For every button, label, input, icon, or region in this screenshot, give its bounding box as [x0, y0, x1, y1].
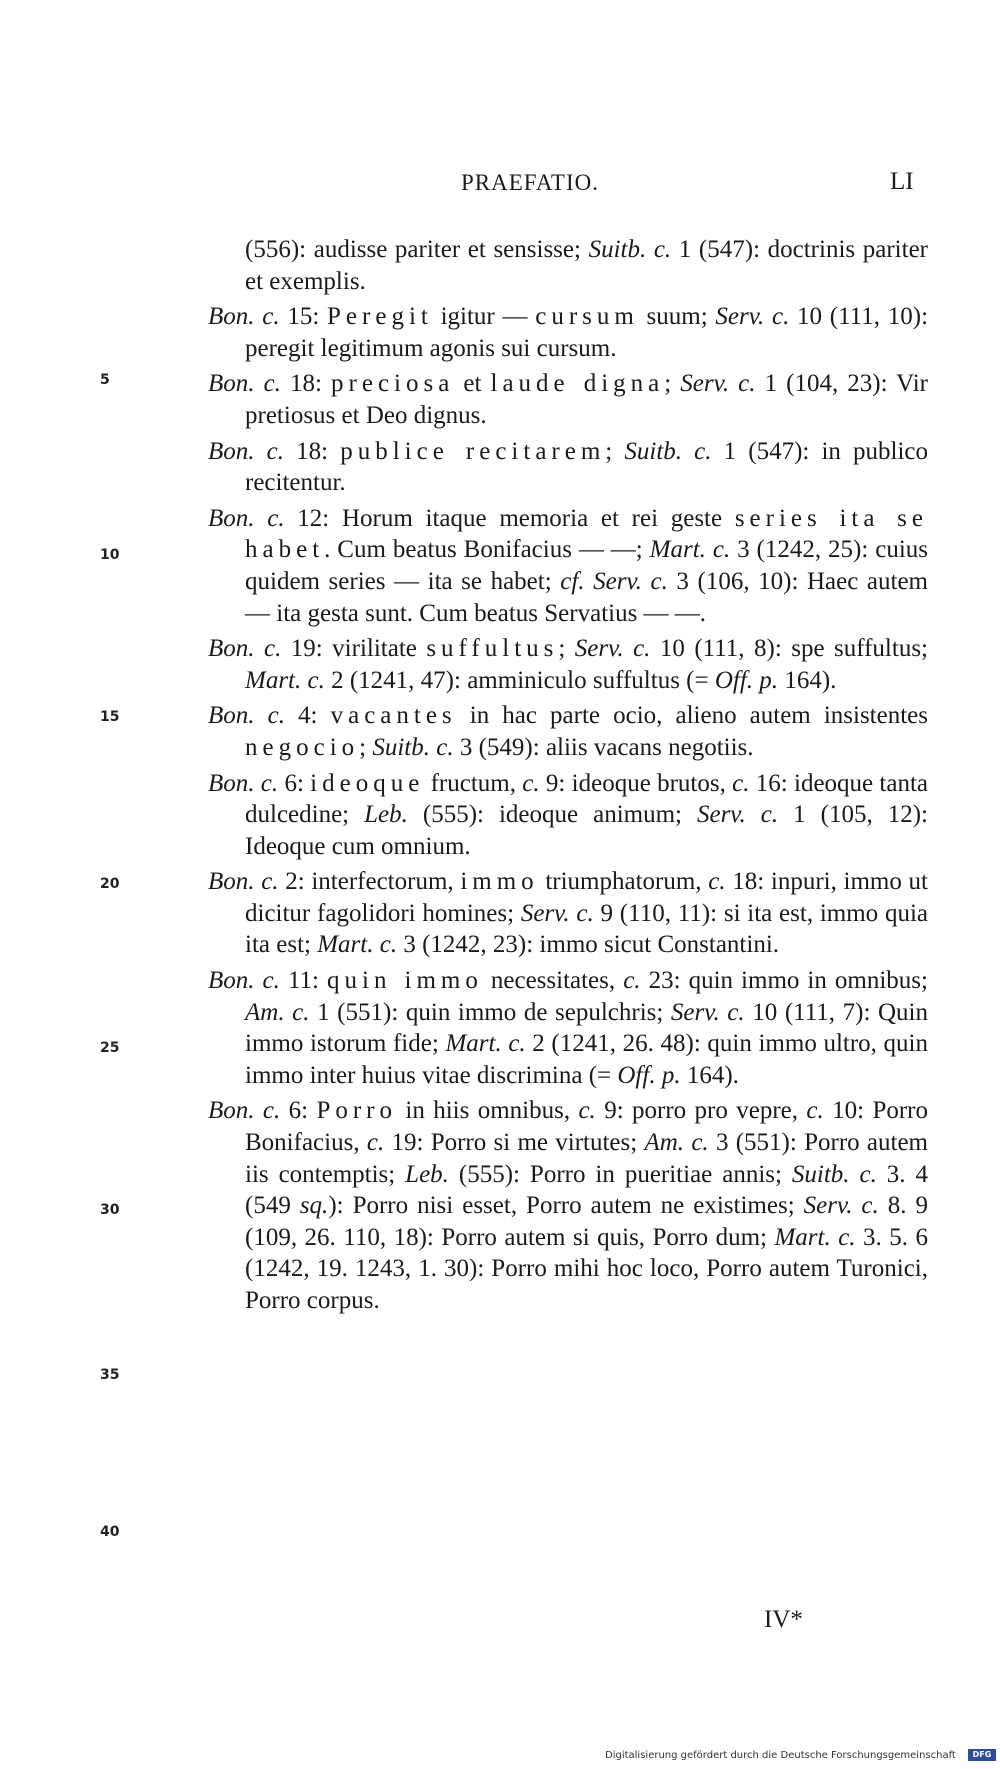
text-entry: Bon. c. 6: Porro in hiis omnibus, c. 9: porro pro vepre, c. 10: Porro Bonifacius, c. 19: Porro si me virtutes; Am. c. 3 (551): Porro autem iis contemptis; Leb. (555): Porro in pueritiae annis; Suitb. c. 3. 4 (549 sq.): Porro nisi esset, Porro autem ne existimes; Serv. c. 8. 9 (109, 26. 110, 18): Porro autem si quis, Porro dum; Mart. c. 3. 5. 6 (1242, 19. 1243, 1. 30): Porro mihi hoc loco, Porro autem Turonici, Porro corpus. [208, 1097, 929, 1314]
line-number: 5 [100, 372, 110, 388]
line-number: 10 [100, 547, 120, 563]
text-entry: (556): audisse pariter et sensisse; Suitb. c. 1 (547): doctrinis pariter et exemplis. [245, 236, 928, 295]
text-entry: Bon. c. 15: Peregit igitur — cursum suum; Serv. c. 10 (111, 10): peregit legitimum agonis sui cursum. [208, 303, 929, 362]
digitization-credit: Digitalisierung gefördert durch die Deutsche Forschungsgemeinschaft [605, 1750, 956, 1761]
line-number: 30 [100, 1202, 120, 1218]
page-number: LI [890, 168, 914, 195]
line-number: 20 [100, 876, 120, 892]
line-number: 15 [100, 709, 120, 725]
text-entry: Bon. c. 6: ideoque fructum, c. 9: ideoque brutos, c. 16: ideoque tanta dulcedine; Leb. (555): ideoque animum; Serv. c. 1 (105, 12): Ideoque cum omnium. [208, 769, 929, 860]
dfg-logo: DFG [968, 1749, 996, 1761]
text-entry: Bon. c. 11: quin immo necessitates, c. 23: quin immo in omnibus; Am. c. 1 (551): quin immo de sepulchris; Serv. c. 10 (111, 7): Quin immo istorum fide; Mart. c. 2 (1241, 26. 48): quin immo ultro, quin immo inter huius vitae discrimina (= Off. p. 164). [208, 967, 928, 1089]
running-header-title: PRAEFATIO. [460, 170, 599, 195]
text-entry: Bon. c. 19: virilitate suffultus; Serv. c. 10 (111, 8): spe suffultus; Mart. c. 2 (1241, 47): amminiculo suffultus (= Off. p. 164). [208, 635, 928, 694]
text-entry: Bon. c. 18: publice recitarem; Suitb. c. 1 (547): in publico recitentur. [208, 437, 929, 497]
body-text [208, 234, 928, 1321]
line-number: 35 [100, 1367, 120, 1383]
text-entry: Bon. c. 4: vacantes in hac parte ocio, alieno autem insistentes negocio; Suitb. c. 3 (549): aliis vacans negotiis. [208, 702, 928, 761]
signature-mark: IV* [764, 1606, 803, 1633]
text-entry: Bon. c. 2: interfectorum, immo triumphatorum, c. 18: inpuri, immo ut dicitur fagolidori homines; Serv. c. 9 (110, 11): si ita est, immo quia ita est; Mart. c. 3 (1242, 23): immo sicut Constantini. [208, 868, 928, 959]
line-number: 40 [100, 1524, 120, 1540]
text-entry: Bon. c. 18: preciosa et laude digna; Serv. c. 1 (104, 23): Vir pretiosus et Deo dignus. [208, 370, 928, 429]
text-entry: Bon. c. 12: Horum itaque memoria et rei geste series ita se habet. Cum beatus Bonifacius — —; Mart. c. 3 (1242, 25): cuius quidem series — ita se habet; cf. Serv. c. 3 (106, 10): Haec autem — ita gesta sunt. Cum beatus Servatius — —. [208, 504, 929, 627]
line-number: 25 [100, 1040, 120, 1056]
